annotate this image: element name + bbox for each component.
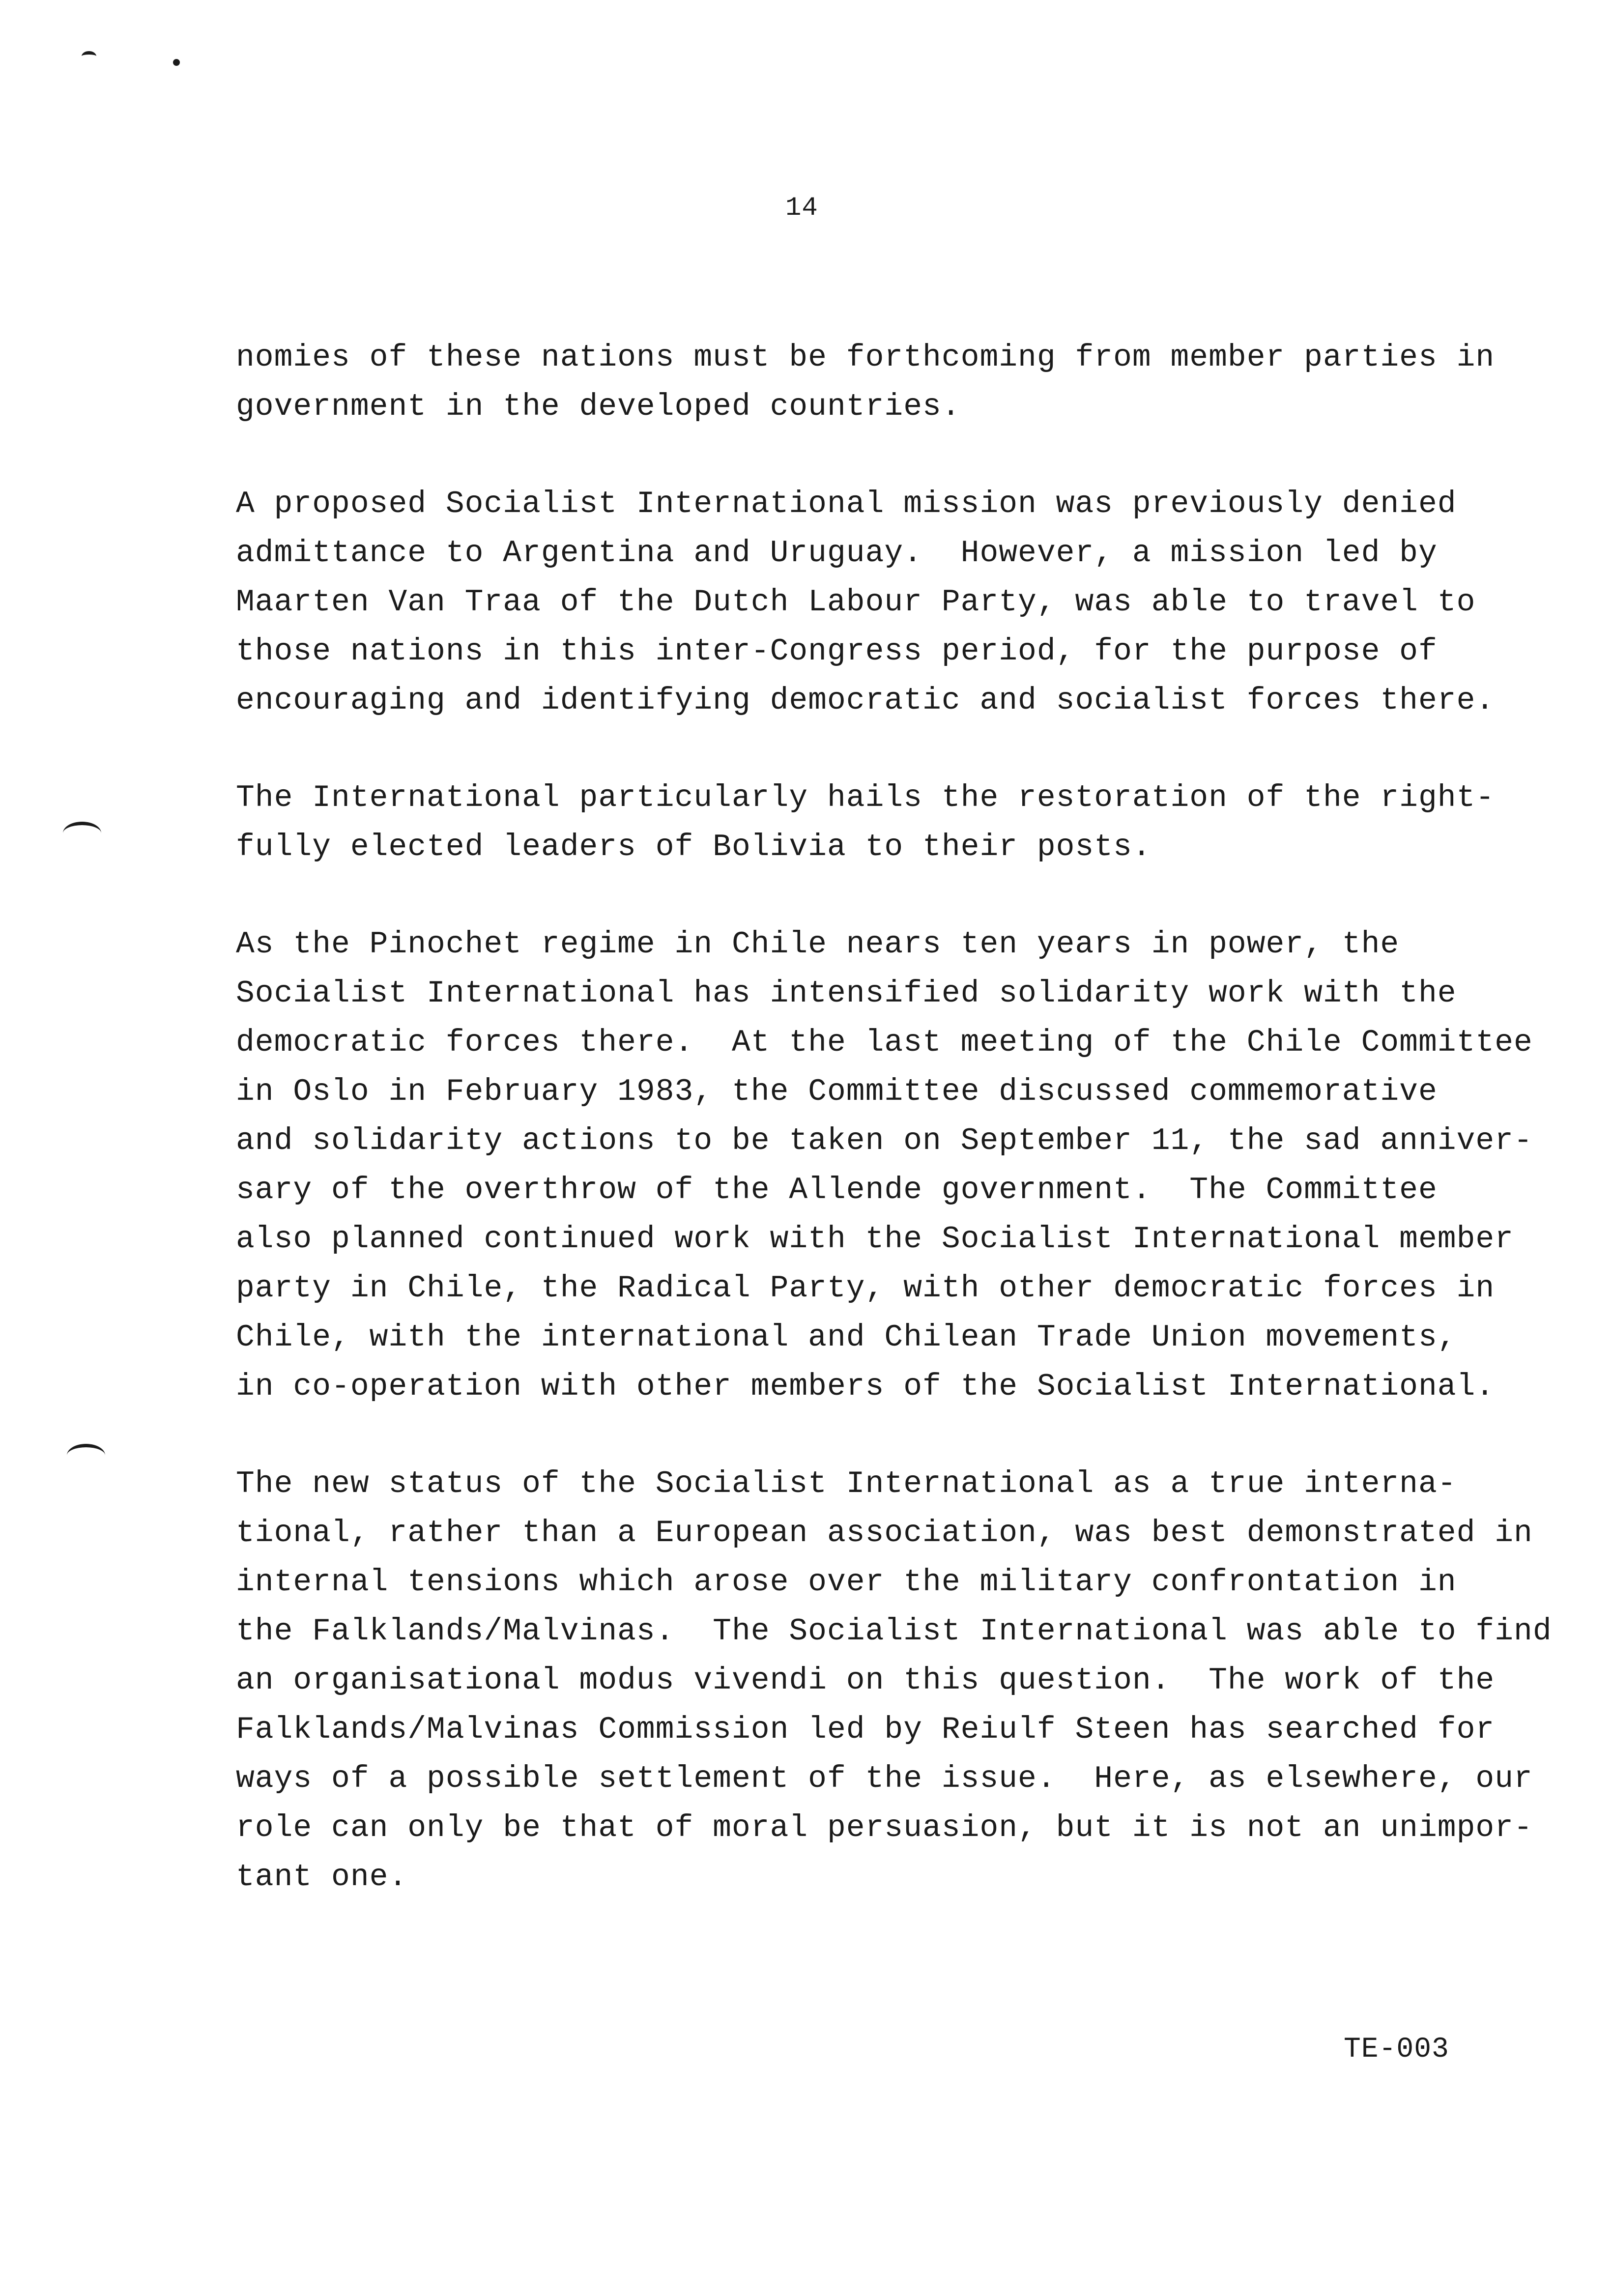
text-line: admittance to Argentina and Uruguay. However, a mission led by	[236, 536, 1438, 571]
text-line: The International particularly hails the restoration of the right-	[236, 780, 1495, 815]
paragraph-1	[236, 333, 1592, 431]
text-line: the Falklands/Malvinas. The Socialist International was able to find	[236, 1614, 1552, 1649]
text-line: Maarten Van Traa of the Dutch Labour Party, was able to travel to	[236, 585, 1476, 620]
text-line: Chile, with the international and Chilean Trade Union movements,	[236, 1320, 1457, 1355]
scan-dot	[173, 59, 180, 66]
text-line: democratic forces there. At the last meeting of the Chile Committee	[236, 1025, 1533, 1060]
text-line: also planned continued work with the Socialist International member	[236, 1222, 1514, 1257]
text-line: in Oslo in February 1983, the Committee discussed commemorative	[236, 1074, 1438, 1109]
paragraph-4	[236, 920, 1592, 1411]
text-line: Socialist International has intensified solidarity work with the	[236, 976, 1457, 1011]
text-line: nomies of these nations must be forthcoming from member parties in	[236, 340, 1495, 375]
paragraph-5	[236, 1460, 1592, 1902]
text-line: sary of the overthrow of the Allende government. The Committee	[236, 1173, 1438, 1207]
text-line: tant one.	[236, 1860, 408, 1894]
text-line: an organisational modus vivendi on this question. The work of the	[236, 1663, 1495, 1698]
text-line: As the Pinochet regime in Chile nears ten years in power, the	[236, 927, 1400, 962]
hole-punch-mark-lower	[67, 1444, 105, 1467]
text-line: and solidarity actions to be taken on September 11, the sad anniver-	[236, 1123, 1533, 1158]
paragraph-2	[236, 480, 1592, 725]
text-line: ways of a possible settlement of the issue. Here, as elsewhere, our	[236, 1761, 1533, 1796]
text-line: fully elected leaders of Bolivia to their posts.	[236, 830, 1151, 864]
text-line: The new status of the Socialist International as a true interna-	[236, 1466, 1457, 1501]
body-text	[236, 333, 1592, 1950]
text-line: Falklands/Malvinas Commission led by Reiulf Steen has searched for	[236, 1712, 1495, 1747]
text-line: internal tensions which arose over the military confrontation in	[236, 1565, 1457, 1600]
text-line: government in the developed countries.	[236, 389, 961, 424]
page-number: 14	[785, 193, 818, 223]
corner-mark	[82, 51, 96, 61]
hole-punch-mark-upper	[63, 822, 101, 845]
paragraph-3	[236, 774, 1592, 872]
text-line: those nations in this inter-Congress period, for the purpose of	[236, 634, 1438, 669]
text-line: role can only be that of moral persuasion, but it is not an unimpor-	[236, 1810, 1533, 1845]
text-line: in co-operation with other members of the Socialist International.	[236, 1369, 1495, 1404]
text-line: tional, rather than a European association, was best demonstrated in	[236, 1516, 1533, 1550]
text-line: encouraging and identifying democratic and socialist forces there.	[236, 683, 1495, 718]
text-line: A proposed Socialist International mission was previously denied	[236, 487, 1457, 521]
text-line: party in Chile, the Radical Party, with other democratic forces in	[236, 1271, 1495, 1306]
document-code: TE-003	[1344, 2034, 1449, 2066]
